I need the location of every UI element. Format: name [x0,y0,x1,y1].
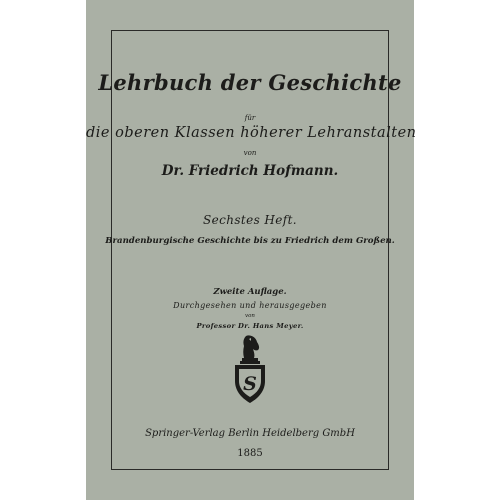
revised-by-label: Durchgesehen und herausgegeben [173,301,327,310]
cover-border-frame [111,30,389,470]
publication-year: 1885 [237,448,263,459]
edition-label: Zweite Auflage. [213,287,287,297]
logo-letter: S [243,373,257,395]
author-name: Dr. Friedrich Hofmann. [161,163,339,179]
book-subtitle: die oberen Klassen höherer Lehranstalten [86,125,417,141]
springer-knight-logo-icon [232,334,268,404]
volume-label: Sechstes Heft. [202,213,298,227]
preposition-von-editor: von [245,313,255,319]
preposition-fuer: für [244,114,256,122]
volume-title: Brandenburgische Geschichte bis zu Friedrich dem Großen. [105,236,395,246]
book-cover [86,0,417,500]
editor-name: Professor Dr. Hans Meyer. [196,322,304,330]
preposition-von: von [243,149,257,157]
book-title: Lehrbuch der Geschichte [98,70,402,95]
publisher-name: Springer-Verlag Berlin Heidelberg GmbH [145,428,355,439]
